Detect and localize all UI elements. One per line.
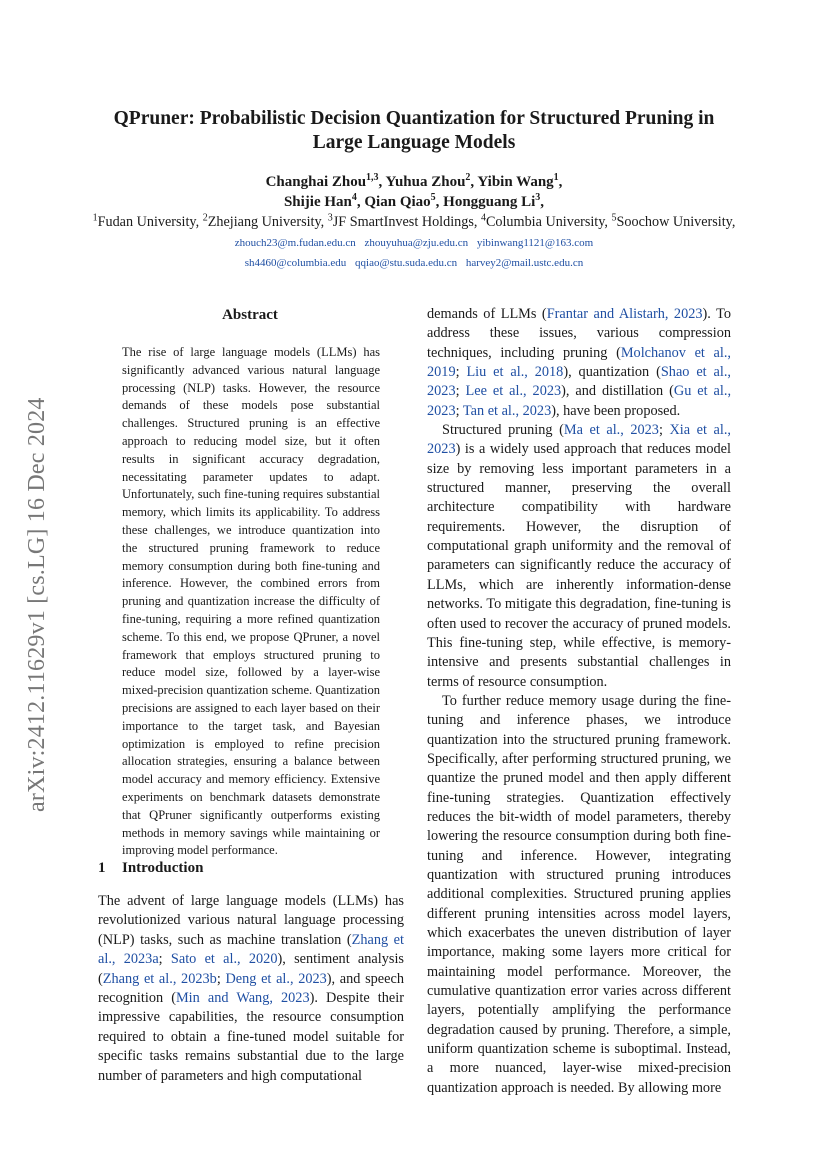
body-text: ). To address these issues, various compression techniques, including pruning ( <box>427 306 731 361</box>
author-name: Changhai Zhou <box>265 174 367 190</box>
author-name: Yibin Wang <box>477 174 554 190</box>
author-separator: , <box>378 174 386 190</box>
citation-link[interactable]: Gu et al., 2023 <box>427 383 732 419</box>
citation-link[interactable]: Zhang et al., 2023b <box>102 970 217 987</box>
citation-link[interactable]: Liu et al., 2018 <box>466 364 564 381</box>
author-name: Yuhua Zhou <box>385 174 466 190</box>
author-affiliation-mark: 2 <box>465 172 471 183</box>
citation-link[interactable]: Frantar and Alistarh, 2023 <box>546 306 703 322</box>
body-text: ). Despite their impressive capabilities, the resource consumption required to obtain a fine-tuned model suitable for specific tasks remains substantial due to the large number of parameters and high computational <box>98 990 404 1084</box>
body-text: ; <box>658 422 670 439</box>
right-column <box>427 305 731 1098</box>
email-link[interactable]: sh4460@columbia.edu <box>244 257 347 269</box>
affiliation-name: JF SmartInvest Holdings, <box>332 214 481 230</box>
intro-paragraph: To further reduce memory usage during the fine-tuning and inference phases, we introduce quantization into the structured pruning framework. Specifically, after performing structured pruning, we quantize the pruned model and then apply different fine-tuning strategies. Quantization effectively reduces the bit-width of model parameters, thereby lowering the resource consumption during both fine-tuning and inference. However, integrating quantization with structured pruning introduces additional complexities. Structured pruning applies different pruning intensities across model layers, which exacerbates the uneven distribution of layer importance, making some layers more critical for maintaining model performance. Moreover, the cumulative quantization error varies across different layers, potentially amplifying the performance degradation caused by pruning. Therefore, a simple, uniform quantization scheme is suboptimal. Instead, a more nuanced, layer-wise mixed-precision quantization approach is needed. By allowing more <box>427 692 731 1096</box>
author-name: Qian Qiao <box>364 194 431 210</box>
intro-paragraph <box>427 305 731 421</box>
author-affiliation-mark: 4 <box>351 192 357 203</box>
author-separator: , <box>540 194 545 210</box>
author-separator: , <box>558 174 563 190</box>
author-name: Shijie Han <box>283 194 352 210</box>
affiliation-mark: 2 <box>202 212 208 224</box>
citation-link[interactable]: Zhang et al., 2023a <box>98 931 404 968</box>
body-text: ; <box>455 364 467 381</box>
author-separator: , <box>435 194 444 210</box>
affiliation-mark: 4 <box>480 212 486 224</box>
title-line-2: Large Language Models <box>312 132 516 153</box>
paper-title <box>60 107 768 155</box>
citation-link[interactable]: Deng et al., 2023 <box>225 970 327 987</box>
email-link[interactable]: qqiao@stu.suda.edu.cn <box>355 257 458 269</box>
author-affiliation-mark: 3 <box>535 192 541 203</box>
abstract-text: The rise of large language models (LLMs) has significantly advanced various natural language processing (NLP) tasks. However, the resource demands of these models pose substantial challenges. Structured pruning is an effective approach to reducing model size, but it often results in significant accuracy degradation, necessitating parameter updates to adapt. Unfortunately, such fine-tuning requires substantial memory, which limits its applicability. To address these challenges, we introduce quantization into the structured pruning framework to reduce memory consumption during both fine-tuning and inference. However, the combined errors from pruning and quantization increase the difficulty of fine-tuning, requiring a more refined quantization scheme. To this end, we propose QPruner, a novel framework that employs structured pruning to reduce model size, followed by a layer-wise mixed-precision quantization scheme. Quantization precisions are assigned to each layer based on their importance to the target task, and Bayesian optimization is employed to refine precision allocation strategies, ensuring a balance between model accuracy and memory efficiency. Extensive experiments on benchmark datasets demonstrate that QPruner significantly outperforms existing methods in memory savings while maintaining or improving model performance. <box>122 345 380 858</box>
body-text: ; <box>216 970 226 987</box>
affiliation-mark: 5 <box>611 212 617 224</box>
author-separator: , <box>470 174 478 190</box>
citation-link[interactable]: Lee et al., 2023 <box>465 383 562 400</box>
title-line-1: QPruner: Probabilistic Decision Quantization for Structured Pruning in <box>113 108 715 129</box>
citation-link[interactable]: Tan et al., 2023 <box>462 402 552 419</box>
intro-paragraph <box>98 892 404 1086</box>
body-text: ; <box>455 402 463 419</box>
body-text: ), sentiment analysis ( <box>98 951 404 987</box>
author-affiliation-mark: 1 <box>553 172 559 183</box>
email-link[interactable]: yibinwang1121@163.com <box>476 237 594 249</box>
body-text: ), quantization ( <box>563 364 661 381</box>
section-number: 1 <box>98 860 106 876</box>
citation-link[interactable]: Molchanov et al., 2019 <box>427 344 731 381</box>
email-link[interactable]: zhouyuhua@zju.edu.cn <box>364 237 469 249</box>
body-text: ; <box>455 383 466 400</box>
affiliation-mark: 1 <box>92 212 98 224</box>
body-text: ) is a widely used approach that reduces model size by removing less important parameters in a structured manner, preserving the overall architecture compatibility with hardware requirements. However, the disruption of computational graph uniformity and the removal of parameters can significantly reduce the accuracy of LLMs, which are inherently information-dense networks. To mitigate this degradation, fine-tuning is often used to recover the accuracy of pruned models. This fine-tuning step, while effective, is memory-intensive and presents substantial challenges in terms of resource consumption. <box>427 441 731 690</box>
section-heading-introduction <box>98 860 388 877</box>
affiliation-name: Fudan University, <box>97 214 203 230</box>
citation-link[interactable]: Sato et al., 2020 <box>170 951 278 968</box>
emails-line-1 <box>20 236 808 250</box>
author-affiliation-mark: 5 <box>430 192 436 203</box>
affiliation-mark: 3 <box>327 212 333 224</box>
email-link[interactable]: zhouch23@m.fudan.edu.cn <box>234 237 356 249</box>
emails-line-2 <box>20 256 808 270</box>
citation-link[interactable]: Ma et al., 2023 <box>563 422 659 439</box>
abstract-heading: Abstract <box>222 307 278 323</box>
authors-line-2 <box>20 193 808 211</box>
body-text: Structured pruning ( <box>442 422 564 439</box>
affiliations <box>20 213 808 231</box>
author-affiliation-mark: 1,3 <box>366 172 379 183</box>
body-text: ; <box>158 951 171 968</box>
author-separator: , <box>356 194 365 210</box>
email-link[interactable]: harvey2@mail.ustc.edu.cn <box>465 257 584 269</box>
affiliation-name: Zhejiang University, <box>207 214 328 230</box>
citation-link[interactable]: Min and Wang, 2023 <box>175 990 310 1007</box>
arxiv-identifier: arXiv:2412.11629v1 [cs.LG] 16 Dec 2024 <box>24 397 50 813</box>
citation-link[interactable]: Shao et al., 2023 <box>427 364 731 400</box>
affiliation-name: Columbia University, <box>485 214 612 230</box>
authors-line-1 <box>20 173 808 191</box>
body-text: ), and distillation ( <box>561 383 674 400</box>
body-text: demands of LLMs ( <box>427 306 547 322</box>
section-title: Introduction <box>122 860 204 876</box>
body-text: ), have been proposed. <box>551 402 681 419</box>
citation-link[interactable]: Xia et al., 2023 <box>427 422 731 458</box>
author-name: Hongguang Li <box>443 194 536 210</box>
body-text: ), and speech recognition ( <box>98 970 404 1007</box>
affiliation-name: Soochow University, <box>616 214 736 230</box>
body-text: The advent of large language models (LLMs) has revolutionized various natural language processing (NLP) tasks, such as machine translation ( <box>98 893 404 948</box>
intro-paragraph <box>427 421 731 692</box>
